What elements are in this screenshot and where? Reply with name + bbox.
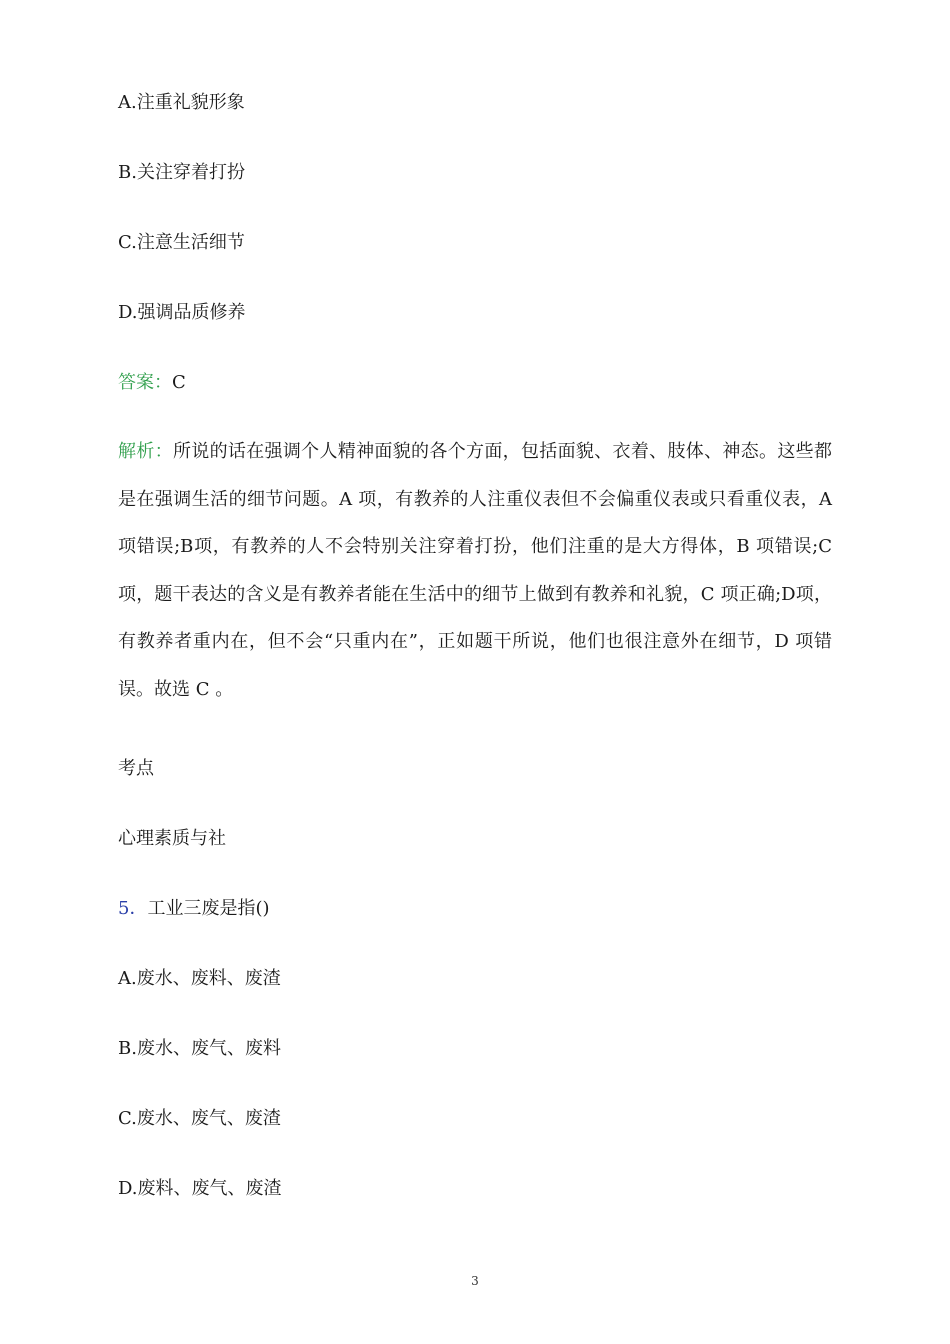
page-number: 3 bbox=[471, 1274, 479, 1288]
analysis-text: 所说的话在强调个人精神面貌的各个方面，包括面貌、衣着、肢体、神态。这些都是在强调生活的细节问题。A 项，有教养的人注重仪表但不会偏重仪表或只看重仪表，A 项错误;B项，有教养的人不会特别关注穿着打扮，他们注重的是大方得体，B 项错误;C项，题干表达的含义是有教养者能在生活中的细节上做到有教养和礼貌，C 项正确;D项，有教养者重内在，但不会“只重内在”，正如题干所说，他们也很注意外在细节，D 项错误。故选 C 。 bbox=[118, 441, 833, 700]
analysis-label: 解析： bbox=[118, 441, 173, 462]
q4-topic-value: 心理素质与社 bbox=[118, 828, 226, 849]
q5-option-d: D.废料、废气、废渣 bbox=[118, 1178, 282, 1199]
q5-option-b: B.废水、废气、废料 bbox=[118, 1038, 281, 1059]
q4-option-b: B.关注穿着打扮 bbox=[118, 162, 245, 183]
q4-option-d: D.强调品质修养 bbox=[118, 302, 246, 323]
q5-number: 5． bbox=[118, 898, 148, 919]
answer-value: C bbox=[172, 372, 186, 393]
q5-stem-text: 工业三废是指() bbox=[147, 898, 270, 919]
q5-stem bbox=[118, 897, 270, 921]
q4-option-a: A.注重礼貌形象 bbox=[118, 92, 245, 113]
q4-answer bbox=[118, 371, 186, 395]
q4-analysis bbox=[118, 428, 832, 713]
q5-option-a: A.废水、废料、废渣 bbox=[118, 968, 281, 989]
answer-label: 答案： bbox=[118, 372, 172, 393]
q4-topic-label: 考点 bbox=[118, 758, 154, 779]
q4-option-c: C.注意生活细节 bbox=[118, 232, 245, 253]
q5-option-c: C.废水、废气、废渣 bbox=[118, 1108, 281, 1129]
